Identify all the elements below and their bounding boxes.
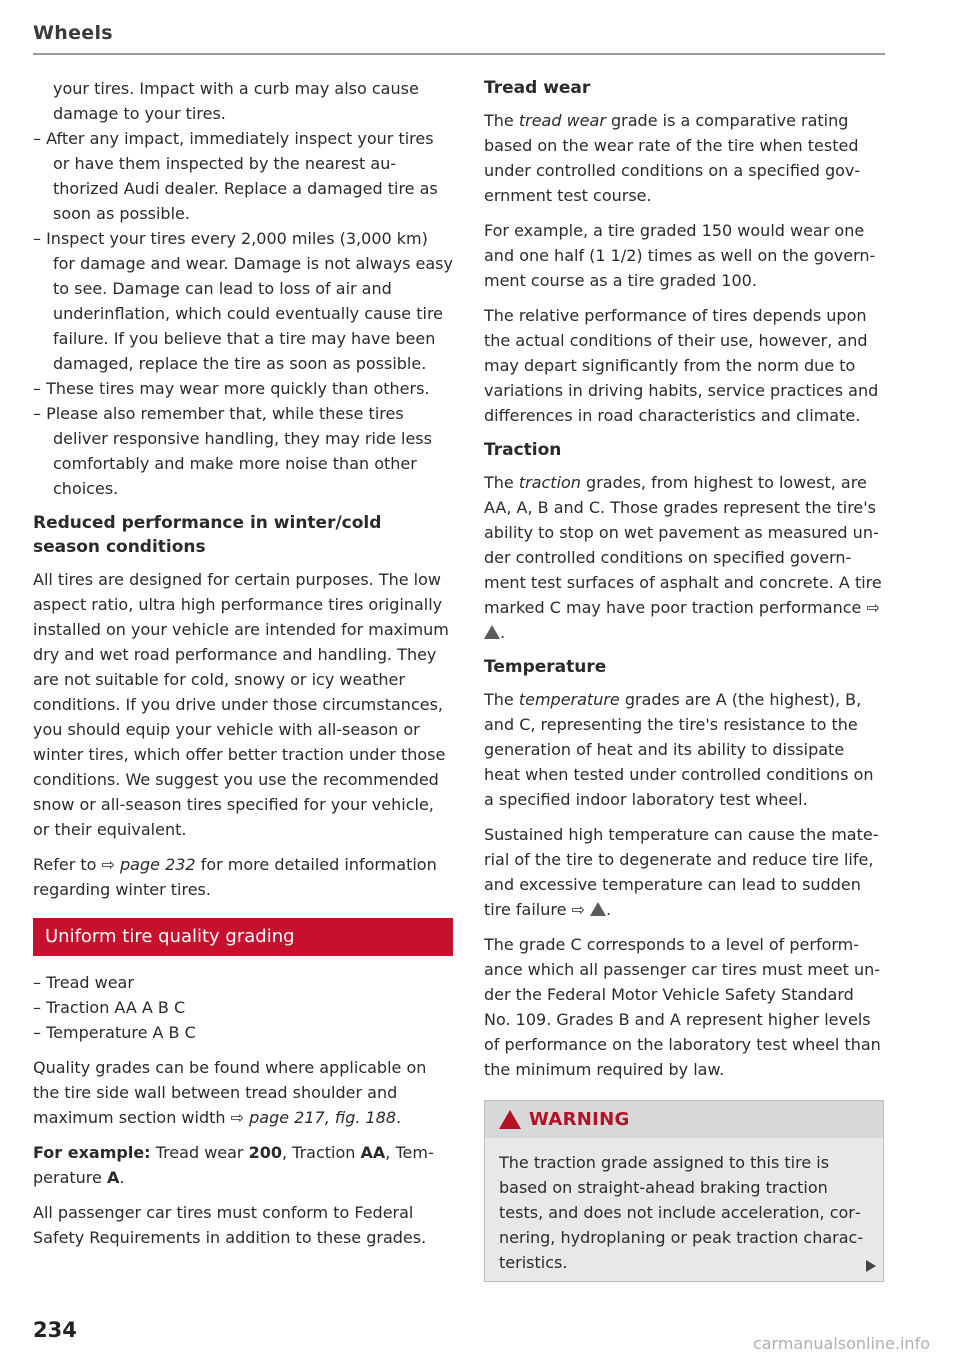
- warning-icon: [590, 902, 606, 916]
- conform-paragraph: All passenger car tires must conform to Federal Safety Requirements in addition to these grades.: [33, 1203, 427, 1247]
- list-item: – Please also remember that, while these tires deliver responsive handling, they may ride less comfortably and make more noise than other choices.: [33, 404, 432, 498]
- tread-paragraph: The relative performance of tires depends upon the actual conditions of their use, however, and may depart significantly from the norm due to variations in driving habits, service practices and differences in road characteristics and climate.: [484, 306, 879, 425]
- temperature-paragraph: The temperature grades are A (the highest), B, and C, representing the tire's resistance to the generation of heat and its ability to dissipate heat when tested under controlled conditions on a specified indoor laboratory test wheel.: [484, 690, 874, 809]
- warning-text: The traction grade assigned to this tire is based on straight-ahead braking traction tests, and does not include acceleration, cornering, hydroplaning or peak traction characteristics.: [499, 1153, 864, 1272]
- section-banner: Uniform tire quality grading: [33, 918, 453, 956]
- list-item: – After any impact, immediately inspect your tires or have them inspected by the nearest authorized Audi dealer. Replace a damaged tire as soon as possible.: [33, 129, 438, 223]
- example-paragraph: For example: Tread wear 200, Traction AA, Temperature A.: [33, 1143, 434, 1187]
- tread-heading: Tread wear: [484, 78, 591, 98]
- page-reference-link[interactable]: ⇨ page 232: [101, 855, 196, 874]
- grading-item: – Traction AA A B C: [33, 998, 186, 1017]
- warning-reference-link[interactable]: ⇨ .: [571, 900, 612, 919]
- warning-header: [485, 1101, 883, 1138]
- winter-paragraph: All tires are designed for certain purposes. The low aspect ratio, ultra high performance tires originally installed on your vehicle are intended for maximum dry and wet road performance and handling. They are not suitable for cold, snowy or icy weather conditions. If you drive under those circumstances, you should equip your vehicle with all-season or winter tires, which offer better traction under those conditions. We suggest you use the recommended snow or all-season tires specified for your vehicle, or their equivalent.: [33, 570, 449, 839]
- tread-paragraph: For example, a tire graded 150 would wear one and one half (1 1/2) times as well on the government course as a tire graded 100.: [484, 221, 876, 290]
- warning-body: [485, 1138, 883, 1281]
- page-number: 234: [33, 1318, 77, 1342]
- right-column: [484, 76, 884, 1282]
- watermark: carmanualsonline.info: [752, 1334, 930, 1353]
- header-divider: [33, 53, 885, 55]
- section-title: Wheels: [33, 22, 113, 44]
- left-column: [33, 76, 453, 1260]
- continue-arrow-icon: [866, 1260, 876, 1272]
- list-item: – These tires may wear more quickly than others.: [33, 379, 430, 398]
- warning-title: WARNING: [529, 1109, 630, 1130]
- grading-item: – Tread wear: [33, 973, 134, 992]
- temperature-paragraph: Sustained high temperature can cause the material of the tire to degenerate and reduce tire life, and excessive temperature can lead to sudden tire failure ⇨ .: [484, 825, 879, 919]
- warning-triangle-icon: [499, 1110, 521, 1129]
- list-item: – Inspect your tires every 2,000 miles (3,000 km) for damage and wear. Damage is not always easy to see. Damage can lead to loss of air and underinflation, which could eventually cause tire failure. If you believe that a tire may have been damaged, replace the tire as soon as possible.: [33, 229, 453, 373]
- tread-paragraph: The tread wear grade is a comparative rating based on the wear rate of the tire when tested under controlled conditions on a specified government test course.: [484, 111, 861, 205]
- quality-paragraph: Quality grades can be found where applicable on the tire side wall between tread shoulder and maximum section width ⇨ page 217, fig. 188.: [33, 1058, 427, 1127]
- winter-heading: Reduced performance in winter/cold season conditions: [33, 513, 382, 557]
- traction-paragraph: The traction grades, from highest to lowest, are AA, A, B and C. Those grades represent the tire's ability to stop on wet pavement as measured under controlled conditions on specified government test surfaces of asphalt and concrete. A tire marked C may have poor traction performance ⇨ .: [484, 473, 882, 642]
- temperature-heading: Temperature: [484, 657, 607, 677]
- refer-paragraph: Refer to ⇨ page 232 for more detailed information regarding winter tires.: [33, 855, 437, 899]
- warning-reference-link[interactable]: ⇨ .: [484, 598, 880, 642]
- warning-icon: [484, 625, 500, 639]
- grading-item: – Temperature A B C: [33, 1023, 196, 1042]
- temperature-paragraph: The grade C corresponds to a level of performance which all passenger car tires must meet under the Federal Motor Vehicle Safety Standard No. 109. Grades B and A represent higher levels of performance on the laboratory test wheel than the minimum required by law.: [484, 935, 881, 1079]
- traction-heading: Traction: [484, 440, 562, 460]
- intro-paragraph: your tires. Impact with a curb may also cause damage to your tires.: [53, 79, 419, 123]
- warning-box: [484, 1100, 884, 1282]
- figure-reference-link[interactable]: ⇨ page 217, fig. 188: [230, 1108, 397, 1127]
